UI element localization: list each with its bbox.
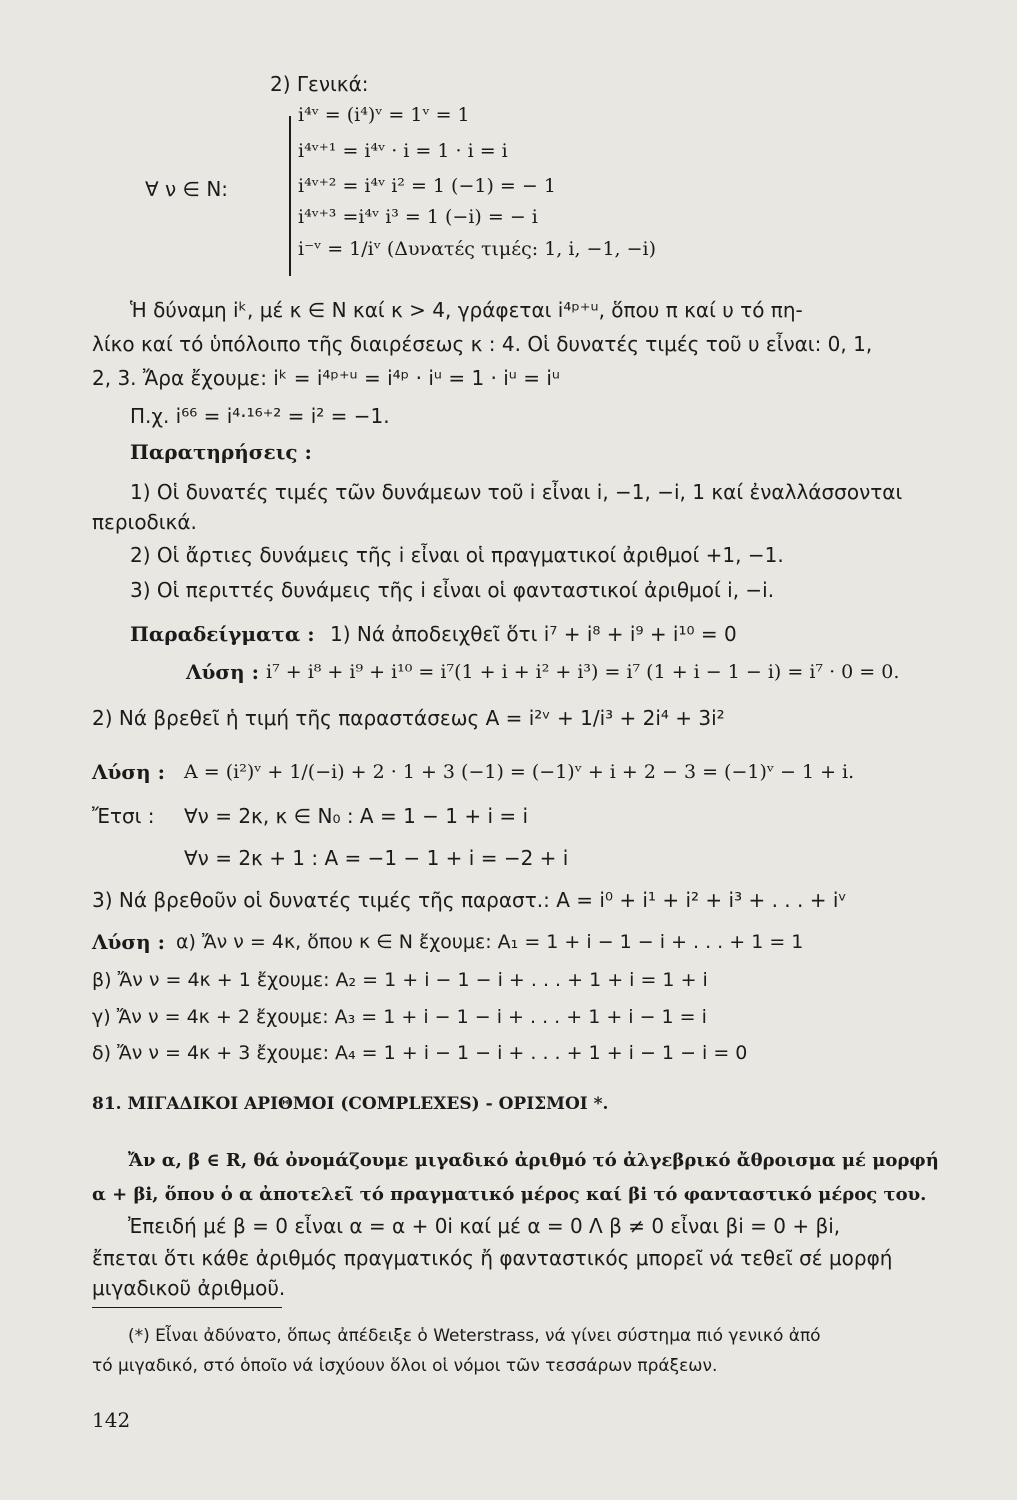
example-3: 3) Νά βρεθοῦν οἱ δυνατές τιμές τῆς παραστ.: Α = i⁰ + i¹ + i² + i³ + . . . + iᵛ (92, 888, 847, 912)
etsi-case-2: ∀ν = 2κ + 1 : Α = −1 − 1 + i = −2 + i (184, 846, 569, 870)
remark-3: 3) Οἱ περιττές δυνάμεις τῆς i εἶναι οἱ φανταστικοί ἀριθμοί i, −i. (130, 578, 775, 602)
remarks-heading: Παρατηρήσεις : (130, 440, 312, 464)
solution-3-case-d: δ) Ἄν ν = 4κ + 3 ἔχουμε: Α₄ = 1 + i − 1 − i + . . . + 1 + i − 1 − i = 0 (92, 1042, 748, 1064)
etsi-case-1: ∀ν = 2κ, κ ∈ Ν₀ : Α = 1 − 1 + i = i (184, 804, 529, 828)
solution-2-label: Λύση : (92, 760, 166, 784)
solution-1: i⁷ + i⁸ + i⁹ + i¹⁰ = i⁷(1 + i + i² + i³) = i⁷ (1 + i − 1 − i) = i⁷ · 0 = 0. (266, 661, 900, 683)
remark-1: 1) Οἱ δυνατές τιμές τῶν δυνάμεων τοῦ i εἶναι i, −1, −i, 1 καί ἐναλλάσσονται (130, 480, 903, 504)
footnote-line-2: τό μιγαδικό, στό ὁποῖο νά ἰσχύουν ὅλοι οἱ νόμοι τῶν τεσσάρων πράξεων. (92, 1356, 718, 1376)
para-last-line-1: Ἐπειδή μέ β = 0 εἶναι α = α + 0i καί μέ α = 0 Λ β ≠ 0 εἶναι βi = 0 + βi, (128, 1214, 841, 1238)
power-line-4: i⁴ᵛ⁺³ =i⁴ᵛ i³ = 1 (−i) = − i (298, 206, 538, 228)
page-number: 142 (92, 1408, 131, 1432)
solution-3-case-c: γ) Ἄν ν = 4κ + 2 ἔχουμε: Α₃ = 1 + i − 1 − i + . . . + 1 + i − 1 = i (92, 1006, 707, 1028)
power-line-3: i⁴ᵛ⁺² = i⁴ᵛ i² = 1 (−1) = − 1 (298, 175, 556, 197)
etsi-label: Ἔτσι : (92, 804, 155, 828)
solution-3-label: Λύση : (92, 930, 166, 954)
power-line-1: i⁴ᵛ = (i⁴)ᵛ = 1ᵛ = 1 (298, 104, 470, 126)
forall-n-label: ∀ ν ∈ Ν: (145, 177, 229, 201)
definition-line-2: α + βi, ὅπου ὁ α ἀποτελεῖ τό πραγματικό μέρος καί βi τό φανταστικό μέρος του. (92, 1184, 927, 1205)
examples-heading: Παραδείγματα : (130, 622, 315, 646)
solution-3-case-b: β) Ἄν ν = 4κ + 1 ἔχουμε: Α₂ = 1 + i − 1 − i + . . . + 1 + i = 1 + i (92, 969, 708, 991)
footnote-line-1: (*) Εἶναι ἀδύνατο, ὅπως ἀπέδειξε ὁ Weterstrass, νά γίνει σύστημα πιό γενικό ἀπό (128, 1326, 821, 1346)
power-line-2: i⁴ᵛ⁺¹ = i⁴ᵛ · i = 1 · i = i (298, 140, 508, 162)
power-line-5: i⁻ᵛ = 1/iᵛ (Δυνατές τιμές: 1, i, −1, −i) (298, 238, 657, 260)
para-last-line-2: ἔπεται ὅτι κάθε ἀριθμός πραγματικός ἤ φανταστικός μπορεῖ νά τεθεῖ σέ μορφή (92, 1246, 893, 1270)
definition-line-1: Ἄν α, β ∈ R, θά ὀνομάζουμε μιγαδικό ἀριθμό τό ἀλγεβρικό ἄθροισμα μέ μορφή (128, 1150, 939, 1171)
solution-1-label: Λύση : (186, 660, 260, 684)
example-line: Π.χ. i⁶⁶ = i⁴·¹⁶⁺² = i² = −1. (130, 404, 390, 428)
para-last-line-3: μιγαδικοῦ ἀριθμοῦ. (92, 1276, 286, 1300)
section-heading: 81. ΜΙΓΑΔΙΚΟΙ ΑΡΙΘΜΟΙ (COMPLEXES) - ΟΡΙΣΜΟΙ *. (92, 1094, 609, 1114)
solution-2: Α = (i²)ᵛ + 1/(−i) + 2 · 1 + 3 (−1) = (−1)ᵛ + i + 2 − 3 = (−1)ᵛ − 1 + i. (184, 761, 855, 783)
example-2: 2) Νά βρεθεῖ ἡ τιμή τῆς παραστάσεως Α = i²ᵛ + 1/i³ + 2i⁴ + 3i² (92, 706, 725, 730)
example-1: 1) Νά ἀποδειχθεῖ ὅτι i⁷ + i⁸ + i⁹ + i¹⁰ = 0 (330, 622, 737, 646)
remark-1-cont: περιοδικά. (92, 510, 197, 534)
para1-line-2: λίκο καί τό ὑπόλοιπο τῆς διαιρέσεως κ : 4. Οἱ δυνατές τιμές τοῦ υ εἶναι: 0, 1, (92, 332, 873, 356)
para1-line-3: 2, 3. Ἄρα ἔχουμε: iᵏ = i⁴ᵖ⁺ᵘ = i⁴ᵖ · iᵘ = 1 · iᵘ = iᵘ (92, 366, 561, 390)
general-label: 2) Γενικά: (270, 72, 369, 96)
brace-line (289, 116, 291, 276)
para1-line-1: Ἡ δύναμη iᵏ, μέ κ ∈ Ν καί κ > 4, γράφεται i⁴ᵖ⁺ᵘ, ὅπου π καί υ τό πη- (130, 298, 803, 322)
footnote-divider (92, 1307, 282, 1308)
solution-3-case-a: α) Ἄν ν = 4κ, ὅπου κ ∈ Ν ἔχουμε: Α₁ = 1 + i − 1 − i + . . . + 1 = 1 (176, 931, 804, 953)
remark-2: 2) Οἱ ἄρτιες δυνάμεις τῆς i εἶναι οἱ πραγματικοί ἀριθμοί +1, −1. (130, 543, 784, 567)
